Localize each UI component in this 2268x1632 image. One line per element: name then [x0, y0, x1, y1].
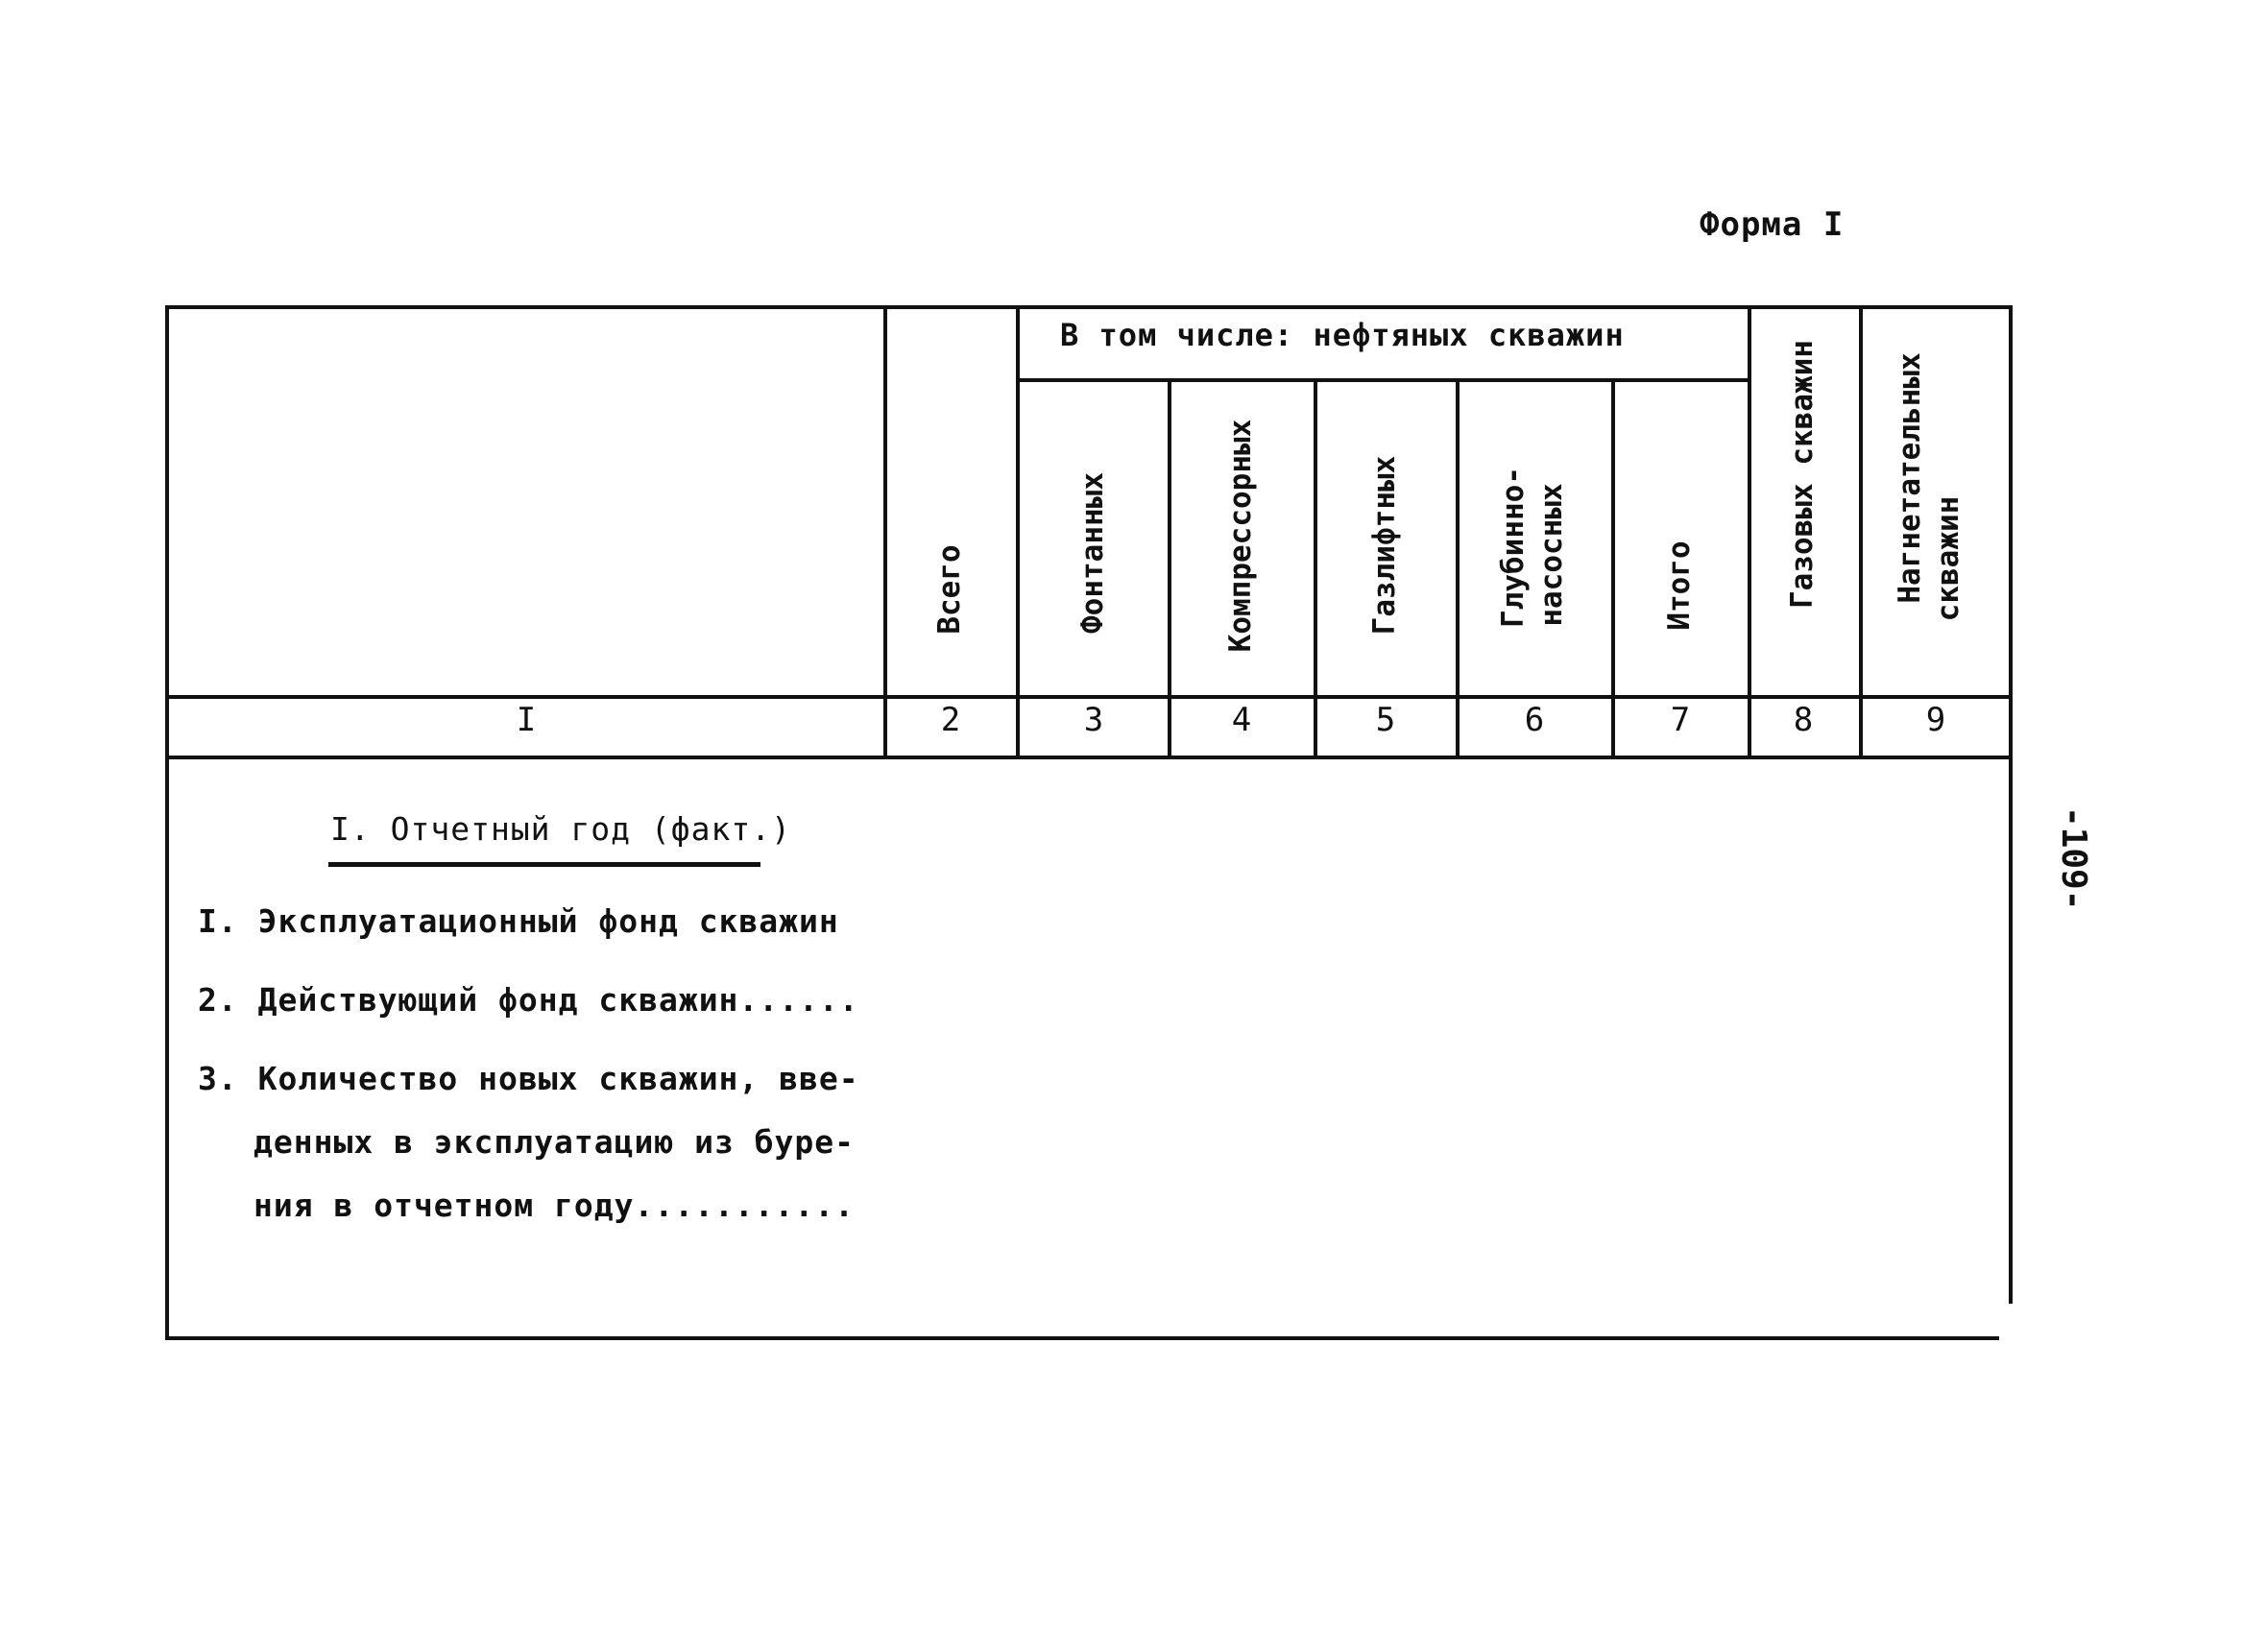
- column-number-6: 6: [1524, 701, 1545, 739]
- col-divider-7: [1748, 305, 1751, 759]
- form-label: Форма I: [1700, 205, 1845, 244]
- row-3-label-continued-1: денных в эксплуатацию из буре-: [253, 1123, 856, 1161]
- column-number-2: 2: [940, 701, 961, 739]
- column-number-3: 3: [1083, 701, 1104, 739]
- row-1-label: I. Эксплуатационный фонд скважин: [198, 902, 839, 940]
- row-3-label: 3. Количество новых скважин, вве-: [198, 1060, 859, 1097]
- statistics-form-table: [165, 305, 2013, 1340]
- header-kompressornyh: Компрессорных: [1223, 419, 1259, 653]
- page-number: -109-: [2054, 806, 2093, 911]
- section-title-underline: [328, 862, 760, 867]
- header-glubinno-line1: Глубинно-: [1496, 467, 1532, 628]
- header-itogo: Итого: [1662, 540, 1698, 631]
- column-number-7: 7: [1670, 701, 1691, 739]
- column-number-9: 9: [1925, 701, 1946, 739]
- table-border-bottom: [165, 1336, 1999, 1340]
- header-gazliftnyh: Газлифтных: [1367, 455, 1403, 636]
- row-3-label-continued-2: ния в отчетном году...........: [253, 1187, 856, 1224]
- header-fontannyh: Фонтанных: [1075, 472, 1111, 634]
- column-number-1: I: [516, 701, 537, 739]
- table-border-right: [2009, 305, 2013, 1304]
- header-nagnet-line2: скважин: [1931, 495, 1966, 622]
- column-number-5: 5: [1375, 701, 1396, 739]
- column-number-4: 4: [1231, 701, 1252, 739]
- col-divider-3: [1168, 380, 1171, 759]
- section-title: I. Отчетный год (факт.): [330, 810, 791, 848]
- header-gazovyh: Газовых скважин: [1785, 340, 1821, 609]
- row-2-label: 2. Действующий фонд скважин......: [198, 981, 859, 1019]
- col-divider-2: [1016, 305, 1020, 759]
- col-divider-1: [883, 305, 887, 759]
- header-glubinno-line2: насосных: [1534, 483, 1570, 627]
- group-header-oil-wells: В том числе: нефтяных скважин: [1060, 317, 1625, 353]
- col-divider-8: [1859, 305, 1863, 759]
- group-header-line: [1018, 378, 1749, 382]
- header-vsego: Всего: [932, 544, 968, 635]
- col-divider-5: [1456, 380, 1460, 759]
- col-divider-6: [1611, 380, 1615, 759]
- column-number-8: 8: [1793, 701, 1814, 739]
- header-bottom-line: [165, 695, 2013, 699]
- table-border-left: [165, 305, 169, 1340]
- header-nagnet-line1: Нагнетательных: [1893, 352, 1928, 604]
- table-border-top: [165, 305, 2013, 309]
- col-divider-4: [1314, 380, 1317, 759]
- number-row-bottom-line: [165, 756, 2013, 759]
